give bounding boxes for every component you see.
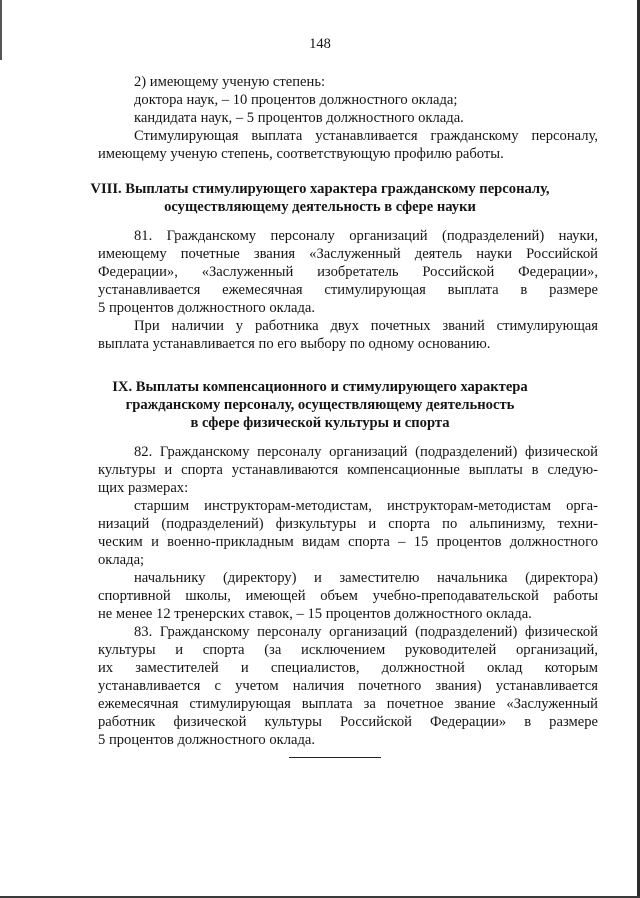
paragraph-line: ческим и военно-прикладным видам спорта – 15 процентов должностного bbox=[98, 534, 598, 550]
paragraph-line: работник физической культуры Российской Федерации» в размере bbox=[98, 714, 598, 730]
paragraph-line: имеющему почетные звания «Заслуженный деятель науки Российской bbox=[98, 246, 598, 262]
paragraph-line: ежемесячная стимулирующая выплата за почетное звание «Заслуженный bbox=[98, 696, 598, 712]
section-heading: осуществляющему деятельность в сфере науки bbox=[164, 199, 476, 215]
paragraph-line: низаций (подразделений) физкультуры и спорта по альпинизму, техни- bbox=[98, 516, 598, 532]
paragraph-line: 81. Гражданскому персоналу организаций (подразделений) науки, bbox=[134, 228, 598, 244]
paragraph-line: доктора наук, – 10 процентов должностного оклада; bbox=[134, 92, 458, 108]
paragraph-line: устанавливается с учетом наличия почетного звания) устанавливается bbox=[98, 678, 598, 694]
paragraph-line: При наличии у работника двух почетных званий стимулирующая bbox=[134, 318, 598, 334]
section-heading: IX. Выплаты компенсационного и стимулирующего характера bbox=[112, 379, 528, 395]
paragraph-line: имеющему ученую степень, соответствующую профилю работы. bbox=[98, 146, 504, 162]
page-number: 148 bbox=[309, 36, 331, 52]
section-heading: в сфере физической культуры и спорта bbox=[190, 415, 450, 431]
paragraph-line: спортивной школы, имеющей объем учебно-преподавательской работы bbox=[98, 588, 598, 604]
paragraph-line: оклада; bbox=[98, 552, 145, 568]
paragraph-line: культуры и спорта (за исключением руководителей организаций, bbox=[98, 642, 598, 658]
paragraph-line: их заместителей и специалистов, должностной оклад которым bbox=[98, 660, 598, 676]
section-heading: гражданскому персоналу, осуществляющему деятельность bbox=[125, 397, 515, 413]
paragraph-line: щих размерах: bbox=[98, 480, 189, 496]
paragraph-line: 82. Гражданскому персоналу организаций (подразделений) физической bbox=[134, 444, 598, 460]
paragraph-line: Федерации», «Заслуженный изобретатель Российской Федерации», bbox=[98, 264, 598, 280]
paragraph-line: Стимулирующая выплата устанавливается гражданскому персоналу, bbox=[134, 128, 598, 144]
paragraph-line: старшим инструкторам-методистам, инструкторам-методистам орга- bbox=[134, 498, 598, 514]
end-divider bbox=[289, 757, 381, 758]
paragraph-line: устанавливается ежемесячная стимулирующая выплата в размере bbox=[98, 282, 598, 298]
paragraph-line: 5 процентов должностного оклада. bbox=[98, 300, 316, 316]
paragraph-line: 83. Гражданскому персоналу организаций (подразделений) физической bbox=[134, 624, 598, 640]
paragraph-line: выплата устанавливается по его выбору по одному основанию. bbox=[98, 336, 491, 352]
paragraph-line: 2) имеющему ученую степень: bbox=[134, 74, 326, 90]
paragraph-line: начальнику (директору) и заместителю начальника (директора) bbox=[134, 570, 598, 586]
paragraph-line: культуры и спорта устанавливаются компенсационные выплаты в следую- bbox=[98, 462, 598, 478]
paragraph-line: 5 процентов должностного оклада. bbox=[98, 732, 316, 748]
paragraph-line: кандидата наук, – 5 процентов должностного оклада. bbox=[134, 110, 464, 126]
paragraph-line: не менее 12 тренерских ставок, – 15 процентов должностного оклада. bbox=[98, 606, 532, 622]
section-heading: VIII. Выплаты стимулирующего характера гражданскому персоналу, bbox=[90, 181, 550, 197]
